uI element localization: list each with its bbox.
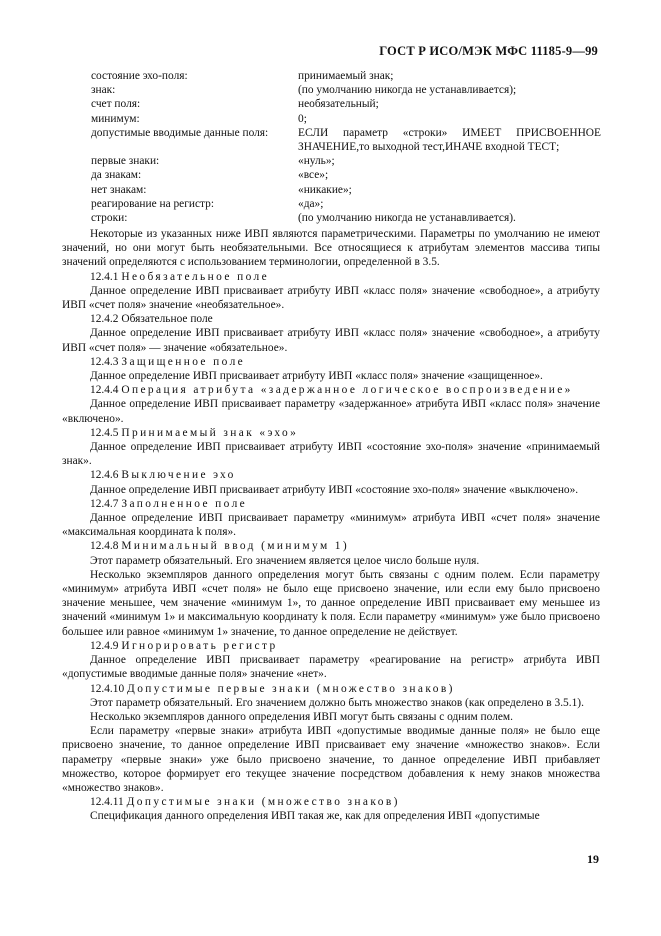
- section-title: Обязательное поле: [121, 313, 213, 326]
- section-heading: [62, 312, 600, 326]
- parameter-row: [91, 112, 601, 126]
- section-title: Необязательное поле: [121, 270, 270, 283]
- parameter-value: принимаемый знак;: [298, 70, 394, 82]
- parameter-name: минимум:: [91, 112, 140, 125]
- parameter-value: «все»;: [298, 169, 329, 182]
- section-number: 12.4.4: [90, 384, 119, 397]
- section-paragraph: Этот параметр обязательный. Его значением должно быть множество знаков (как определено в 3.5.1).: [90, 696, 584, 709]
- section-number: 12.4.6: [90, 469, 119, 482]
- section-paragraph: Данное определение ИВП присваивает атрибуту ИВП «класс поля» значение «свободное», а атрибуту ИВП «счет поля» — значение «обязательное».: [62, 327, 600, 354]
- section-number: 12.4.8: [90, 540, 119, 553]
- section-heading: [62, 639, 600, 653]
- parameter-row: [91, 83, 601, 97]
- page-number: 19: [587, 852, 599, 866]
- parameter-name: допустимые вводимые данные поля:: [91, 126, 269, 139]
- parameter-list: [91, 69, 601, 225]
- section-number: 12.4.2: [90, 313, 119, 326]
- parameter-value: (по умолчанию никогда не устанавливается);: [298, 84, 517, 97]
- section-title: Заполненное поле: [121, 497, 248, 510]
- section-heading: [62, 355, 600, 369]
- parameter-value: необязательный;: [298, 98, 379, 111]
- section-title: Минимальный ввод (минимум 1): [121, 540, 350, 553]
- section-number: 12.4.5: [90, 426, 119, 439]
- section-title: Игнорировать регистр: [121, 639, 278, 652]
- parameter-name: строки:: [91, 212, 128, 225]
- parameter-row: [91, 211, 601, 225]
- parameter-value: 0;: [298, 112, 307, 125]
- document-header: ГОСТ Р ИСО/МЭК МФС 11185-9—99: [379, 44, 598, 58]
- section-number: 12.4.1: [90, 270, 119, 283]
- section-paragraph: Данное определение ИВП присваивает атрибуту ИВП «состояние эхо-поля» значение «выключено».: [90, 483, 579, 496]
- section-heading: [62, 270, 600, 284]
- parameter-name: нет знакам:: [91, 183, 147, 196]
- sections: [62, 270, 600, 824]
- parameter-name: да знакам:: [91, 169, 142, 182]
- parameter-row: [91, 168, 601, 182]
- parameter-row: [91, 126, 601, 154]
- parameter-name: знак:: [91, 84, 116, 97]
- section-heading: [62, 497, 600, 511]
- section-paragraph: Данное определение ИВП присваивает атрибуту ИВП «класс поля» значение «защищенное».: [90, 370, 543, 383]
- section-paragraph: Данное определение ИВП присваивает атрибуту ИВП «класс поля» значение «свободное», а атрибуту ИВП «счет поля» значение «необязательное».: [62, 284, 600, 312]
- section-number: 12.4.3: [90, 355, 119, 368]
- section-paragraph: Этот параметр обязательный. Его значением является целое число больше нуля.: [90, 554, 480, 567]
- parameter-name: счет поля:: [91, 98, 141, 111]
- section-paragraph: Несколько экземпляров данного определения могут быть связаны с одним полем. Если параметру «минимум» атрибута ИВП «счет поля» не было еще присвоено значение, или если ему было присвоено значение меньшее, чем значение «минимум 1», то данное определение ИВП присваивает ему меньшее из значений «минимум 1» и максимальную координату k поля. Если параметру «минимум» уже было присвоено большее или равное «минимум 1» значение, то данное определение не действует.: [62, 568, 600, 638]
- section-title: Защищенное поле: [121, 355, 246, 368]
- section-heading: [62, 426, 600, 440]
- section-paragraph: Данное определение ИВП присваивает параметру «реагирование на регистр» атрибута ИВП «допустимые вводимые данные поля» значение «нет».: [62, 654, 600, 681]
- parameter-row: [91, 154, 601, 168]
- section-number: 12.4.7: [90, 497, 119, 510]
- parameter-row: [91, 183, 601, 197]
- section-title: Выключение эхо: [121, 469, 236, 482]
- section-heading: [62, 795, 600, 809]
- section-paragraph: Данное определение ИВП присваивает атрибуту ИВП «состояние эхо-поля» значение «принимаемый знак».: [62, 441, 600, 468]
- section-heading: [62, 468, 600, 482]
- parameter-name: реагирование на регистр:: [91, 197, 215, 210]
- section-number: 12.4.9: [90, 639, 119, 652]
- section-heading: [62, 682, 600, 696]
- section-title: Принимаемый знак «эхо»: [121, 426, 299, 439]
- section-heading: [62, 383, 600, 397]
- parameter-value: «да»;: [298, 197, 324, 210]
- section-paragraph: Данное определение ИВП присваивает параметру «задержанное» атрибута ИВП «класс поля» значение «включено».: [62, 398, 600, 425]
- parameter-value: (по умолчанию никогда не устанавливается).: [298, 212, 516, 225]
- section-number: 12.4.11: [90, 796, 124, 809]
- section-title: Допустимые знаки (множество знаков): [126, 796, 400, 809]
- parameter-value: ЕСЛИ параметр «строки» ИМЕЕТ ПРИСВОЕННОЕ ЗНАЧЕНИЕ,то выходной тест,ИНАЧЕ входной ТЕСТ;: [298, 126, 601, 154]
- intro-paragraph: Некоторые из указанных ниже ИВП являются параметрическими. Параметры по умолчанию не имеют значений, но они могут быть необязательными. Все относящиеся к атрибутам элементов массива типы значений определяются с использованием терминологии, определенной в 3.5.: [62, 228, 600, 269]
- section-paragraph: Данное определение ИВП присваивает параметру «минимум» атрибута ИВП «счет поля» значение «максимальная координата k поля».: [62, 512, 600, 539]
- parameter-name: состояние эхо-поля:: [91, 70, 188, 82]
- document-body: [62, 227, 600, 824]
- parameter-row: [91, 197, 601, 211]
- parameter-name: первые знаки:: [91, 155, 160, 168]
- parameter-value: «нуль»;: [298, 155, 335, 168]
- section-title: Операция атрибута «задержанное логическое воспроизведение»: [121, 384, 573, 397]
- section-heading: [62, 539, 600, 553]
- section-paragraph: Несколько экземпляров данного определения ИВП могут быть связаны с одним полем.: [90, 710, 513, 723]
- section-paragraph: Если параметру «первые знаки» атрибута ИВП «допустимые вводимые данные поля» не было еще присвоено значение, то данное определение ИВП присваивает ему значение «множество знаков». Если параметру «первые знаки» уже было присвоено значение, то данное определение ИВП прибавляет множество, которое формирует его текущее значение посредством добавления к нему знаков множества «множество знаков».: [62, 725, 600, 794]
- parameter-row: [91, 97, 601, 111]
- section-title: Допустимые первые знаки (множество знаков): [127, 682, 455, 695]
- section-paragraph: Спецификация данного определения ИВП такая же, как для определения ИВП «допустимые: [90, 810, 540, 823]
- parameter-value: «никакие»;: [298, 183, 352, 196]
- parameter-row: [91, 69, 601, 83]
- section-number: 12.4.10: [90, 682, 125, 695]
